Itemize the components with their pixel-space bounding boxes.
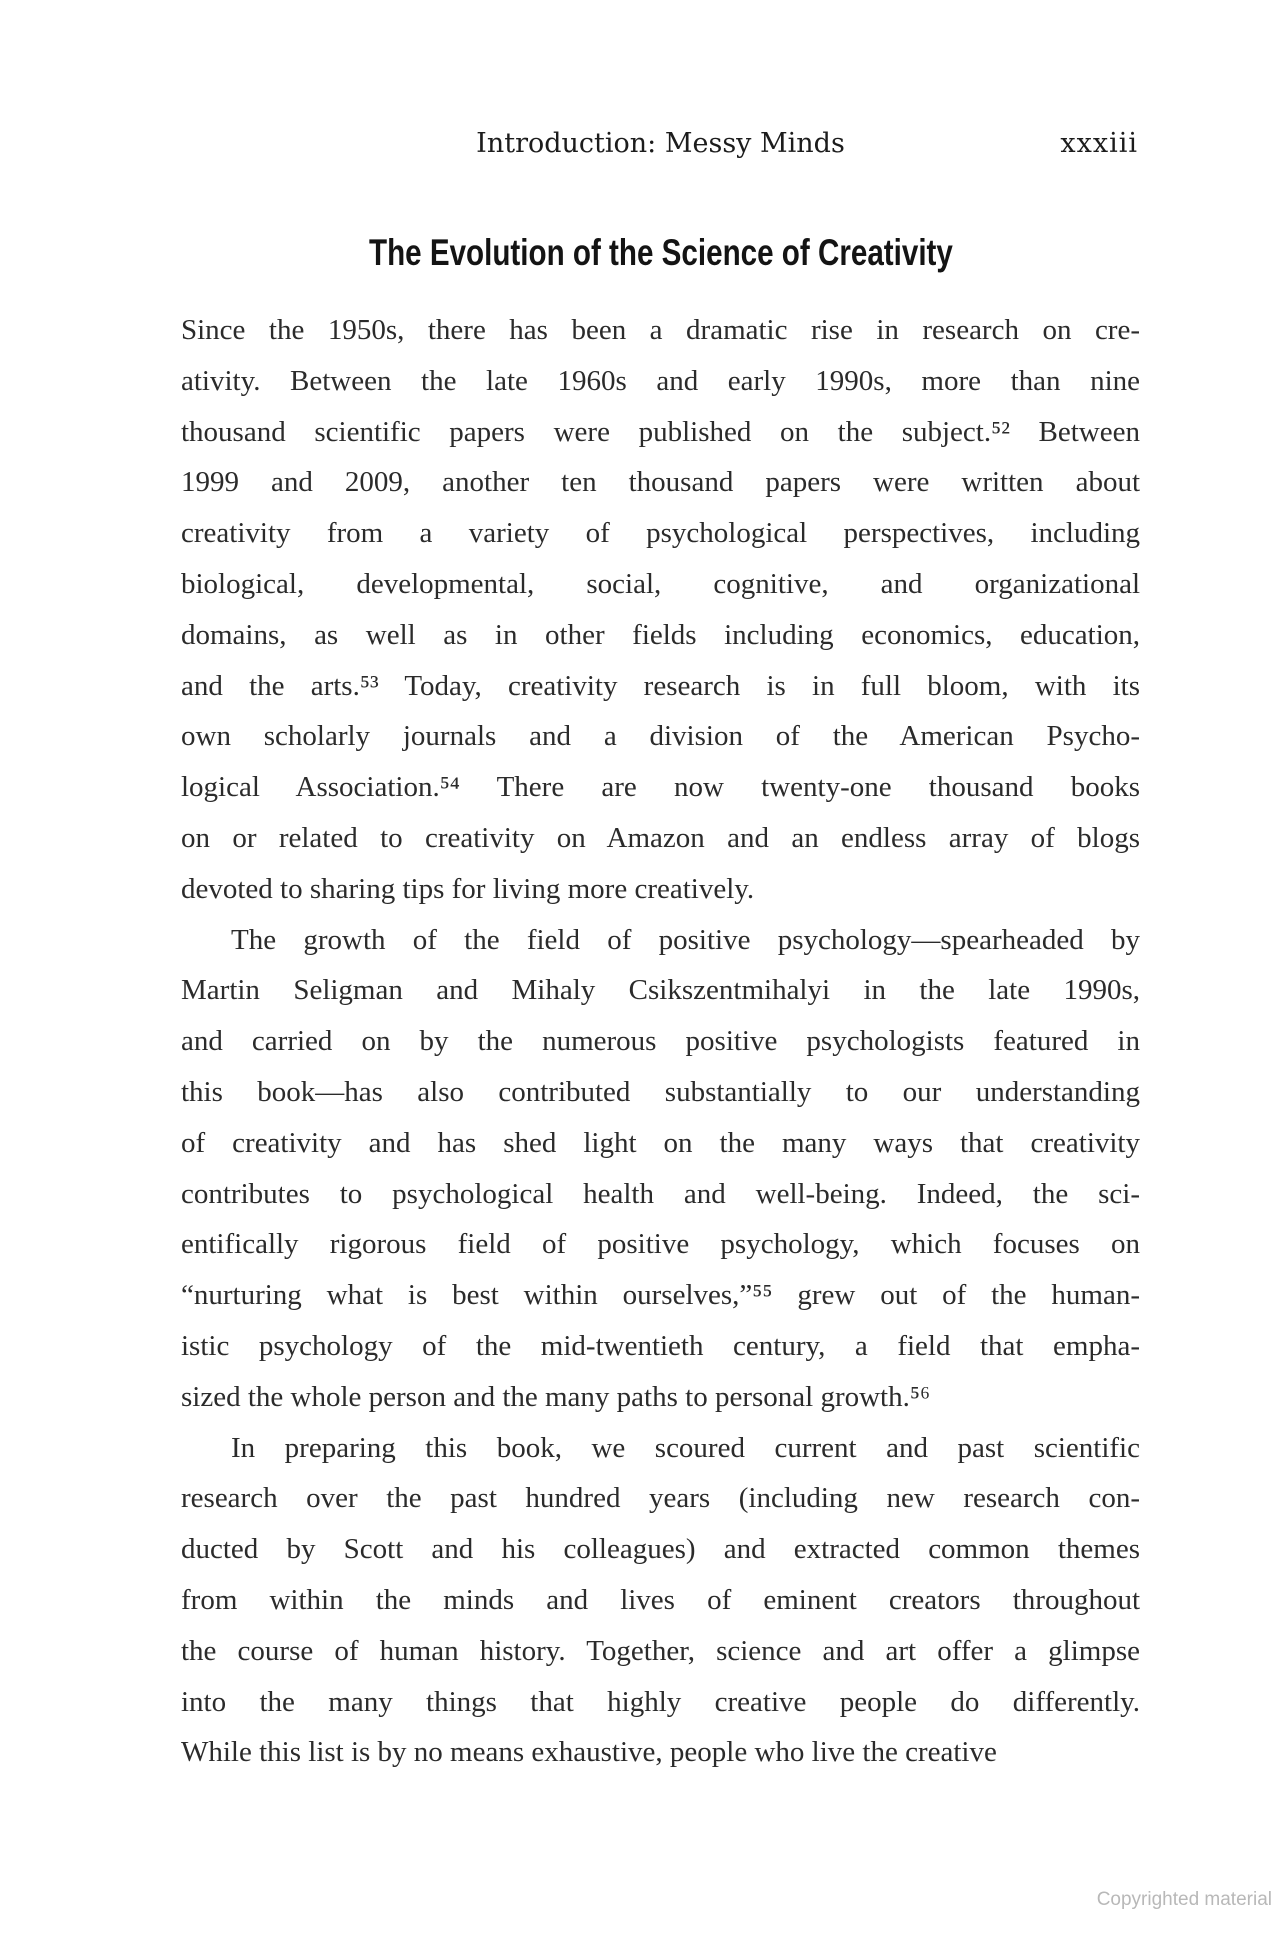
text-line: and the arts.⁵³ Today, creativity research is in full bloom, with its [181,669,1140,702]
text-line: 1999 and 2009, another ten thousand papers were written about [181,466,1140,499]
text-line: ducted by Scott and his colleagues) and extracted common themes [181,1533,1140,1566]
text-line: biological, developmental, social, cognitive, and organizational [181,567,1140,600]
text-line: into the many things that highly creative people do differently. [181,1685,1140,1718]
text-line: Since the 1950s, there has been a dramatic rise in research on cre- [181,314,1140,346]
running-header-title: Introduction: Messy Minds [476,128,845,159]
text-line: logical Association.⁵⁴ There are now twenty-one thousand books [181,771,1140,804]
text-line: this book—has also contributed substantially to our understanding [181,1075,1140,1108]
text-line: thousand scientific papers were published on the subject.⁵² Between [181,415,1140,448]
text-line: the course of human history. Together, science and art offer a glimpse [181,1634,1140,1667]
text-line: The growth of the field of positive psychology—spearheaded by [231,923,1140,956]
section-heading-text: The Evolution of the Science of Creativity [368,232,953,273]
text-line: creativity from a variety of psychological perspectives, including [181,517,1140,550]
text-line: research over the past hundred years (including new research con- [181,1482,1140,1515]
text-line: of creativity and has shed light on the many ways that creativity [181,1126,1140,1159]
text-block [181,0,1140,1933]
text-line: contributes to psychological health and well-being. Indeed, the sci- [181,1177,1140,1210]
page-number: xxxiii [1060,128,1138,159]
text-line: entifically rigorous field of positive psychology, which focuses on [181,1228,1140,1261]
text-line: domains, as well as in other fields including economics, education, [181,618,1140,651]
copyright-watermark: Copyrighted material [1096,1889,1272,1910]
body-text [181,305,1140,1778]
text-line: own scholarly journals and a division of the American Psycho- [181,720,1140,753]
text-line: ativity. Between the late 1960s and early 1990s, more than nine [181,364,1140,397]
running-header [181,128,1140,159]
text-line: In preparing this book, we scoured current and past scientific [231,1431,1140,1464]
text-line: istic psychology of the mid-twentieth century, a field that empha- [181,1329,1140,1362]
text-line: on or related to creativity on Amazon and an endless array of blogs [181,821,1140,854]
text-line: While this list is by no means exhaustive, people who live the creative [181,1736,997,1769]
text-line: Martin Seligman and Mihaly Csikszentmihalyi in the late 1990s, [181,974,1140,1007]
text-line: “nurturing what is best within ourselves,”⁵⁵ grew out of the human- [181,1279,1140,1312]
text-line: sized the whole person and the many paths to personal growth.⁵⁶ [181,1380,931,1413]
text-line: devoted to sharing tips for living more creatively. [181,872,755,905]
text-line: and carried on by the numerous positive psychologists featured in [181,1025,1140,1058]
text-line: from within the minds and lives of eminent creators throughout [181,1583,1140,1616]
section-heading [181,234,1140,271]
